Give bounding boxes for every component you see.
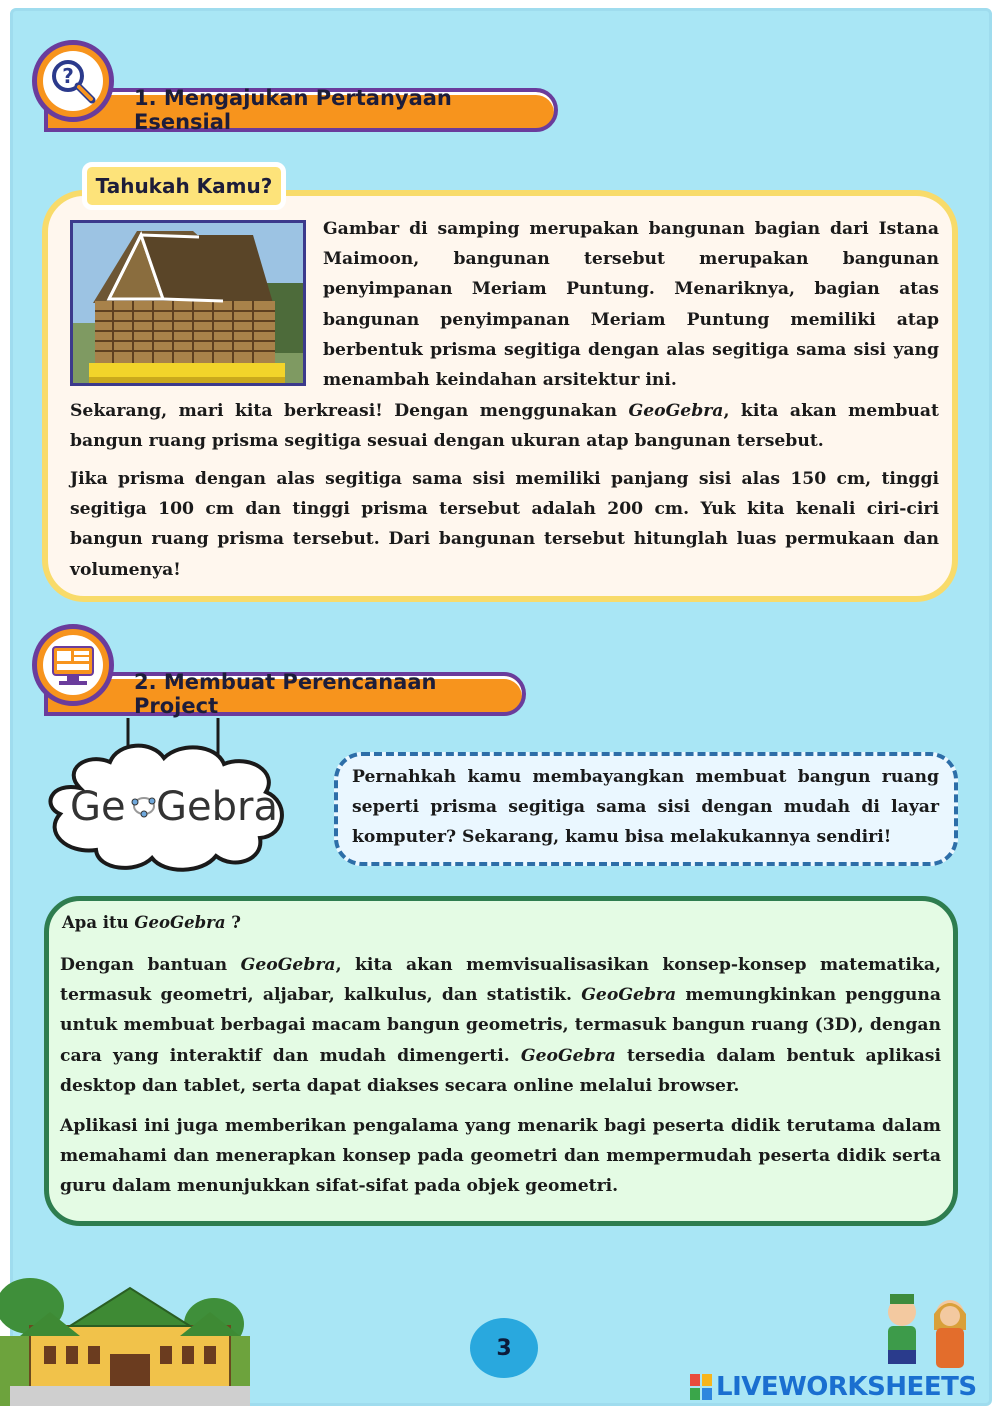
liveworksheets-logo-icon — [690, 1374, 712, 1400]
geogebra-info-paragraph-2: Aplikasi ini juga memberikan pengalama yang menarik bagi peserta didik terutama dalam memahami dan menerapkan konsep pada geometri dan mempermudah peserta didik serta guru dalam menunjukkan sifat-sifat pada objek geometri. — [60, 1116, 941, 1197]
tahukah-paragraph-3: Jika prisma dengan alas segitiga sama sisi memiliki panjang sisi alas 150 cm, tinggi segitiga 100 cm dan tinggi prisma tersebut adalah 200 cm. Yuk kita kenali ciri-ciri bangun ruang prisma tersebut. Dari bangunan tersebut hitunglah luas permukaan dan volumenya! — [70, 469, 939, 580]
geogebra-logo-ge: Ge — [70, 784, 126, 830]
question-box-text: Pernahkah kamu membayangkan membuat bangun ruang seperti prisma segitiga sama sisi dengan mudah di layar komputer? Sekarang, kamu bisa melakukannya sendiri! — [352, 767, 939, 848]
section2-badge — [32, 624, 114, 706]
liveworksheets-watermark — [690, 1372, 977, 1402]
svg-text:?: ? — [62, 64, 74, 88]
geogebra-cloud-logo — [40, 718, 292, 878]
tahukah-intro: Gambar di samping merupakan bangunan bagian dari Istana Maimoon, bangunan tersebut merupakan bangunan penyimpanan Meriam Puntung. Menariknya, bagian atas bangunan penyimpanan Meriam Puntung memiliki atap berbentuk prisma segitiga dengan alas segitiga sama sisi yang menambah keindahan arsitektur ini. — [323, 219, 939, 391]
section2-title: 2. Membuat Perencanaan Project — [44, 672, 526, 716]
building-photo — [70, 220, 306, 386]
liveworksheets-text: LIVEWORKSHEETS — [716, 1372, 977, 1402]
section1-title: 1. Mengajukan Pertanyaan Esensial — [44, 88, 558, 132]
geogebra-info-paragraph-1: Dengan bantuan GeoGebra, kita akan memvisualisasikan konsep-konsep matematika, termasuk geometri, aljabar, kalkulus, dan statistik. GeoGebra memungkinkan pengguna untuk membuat berbagai macam bangun geometris, termasuk bangun ruang (3D), dengan cara yang interaktif dan mudah dimengerti. GeoGebra tersedia dalam bentuk aplikasi desktop dan tablet, serta dapat diakses secara online melalui browser. — [60, 955, 942, 1096]
section1-badge — [32, 40, 114, 122]
geogebra-logo-gebra: Gebra — [156, 784, 278, 830]
page-number: 3 — [470, 1318, 538, 1378]
palace-illustration — [0, 1266, 250, 1406]
geogebra-info-heading: Apa itu GeoGebra ? — [62, 913, 241, 932]
computer-planning-icon — [49, 641, 97, 689]
tahukah-paragraph-2: Sekarang, mari kita berkreasi! Dengan menggunakan GeoGebra, kita akan membuat bangun ruang prisma segitiga sesuai dengan ukuran atap bangunan tersebut. — [70, 401, 939, 452]
question-magnifier-icon — [48, 56, 98, 106]
kids-illustration — [872, 1290, 982, 1380]
tahukah-label: Tahukah Kamu? — [82, 162, 286, 210]
